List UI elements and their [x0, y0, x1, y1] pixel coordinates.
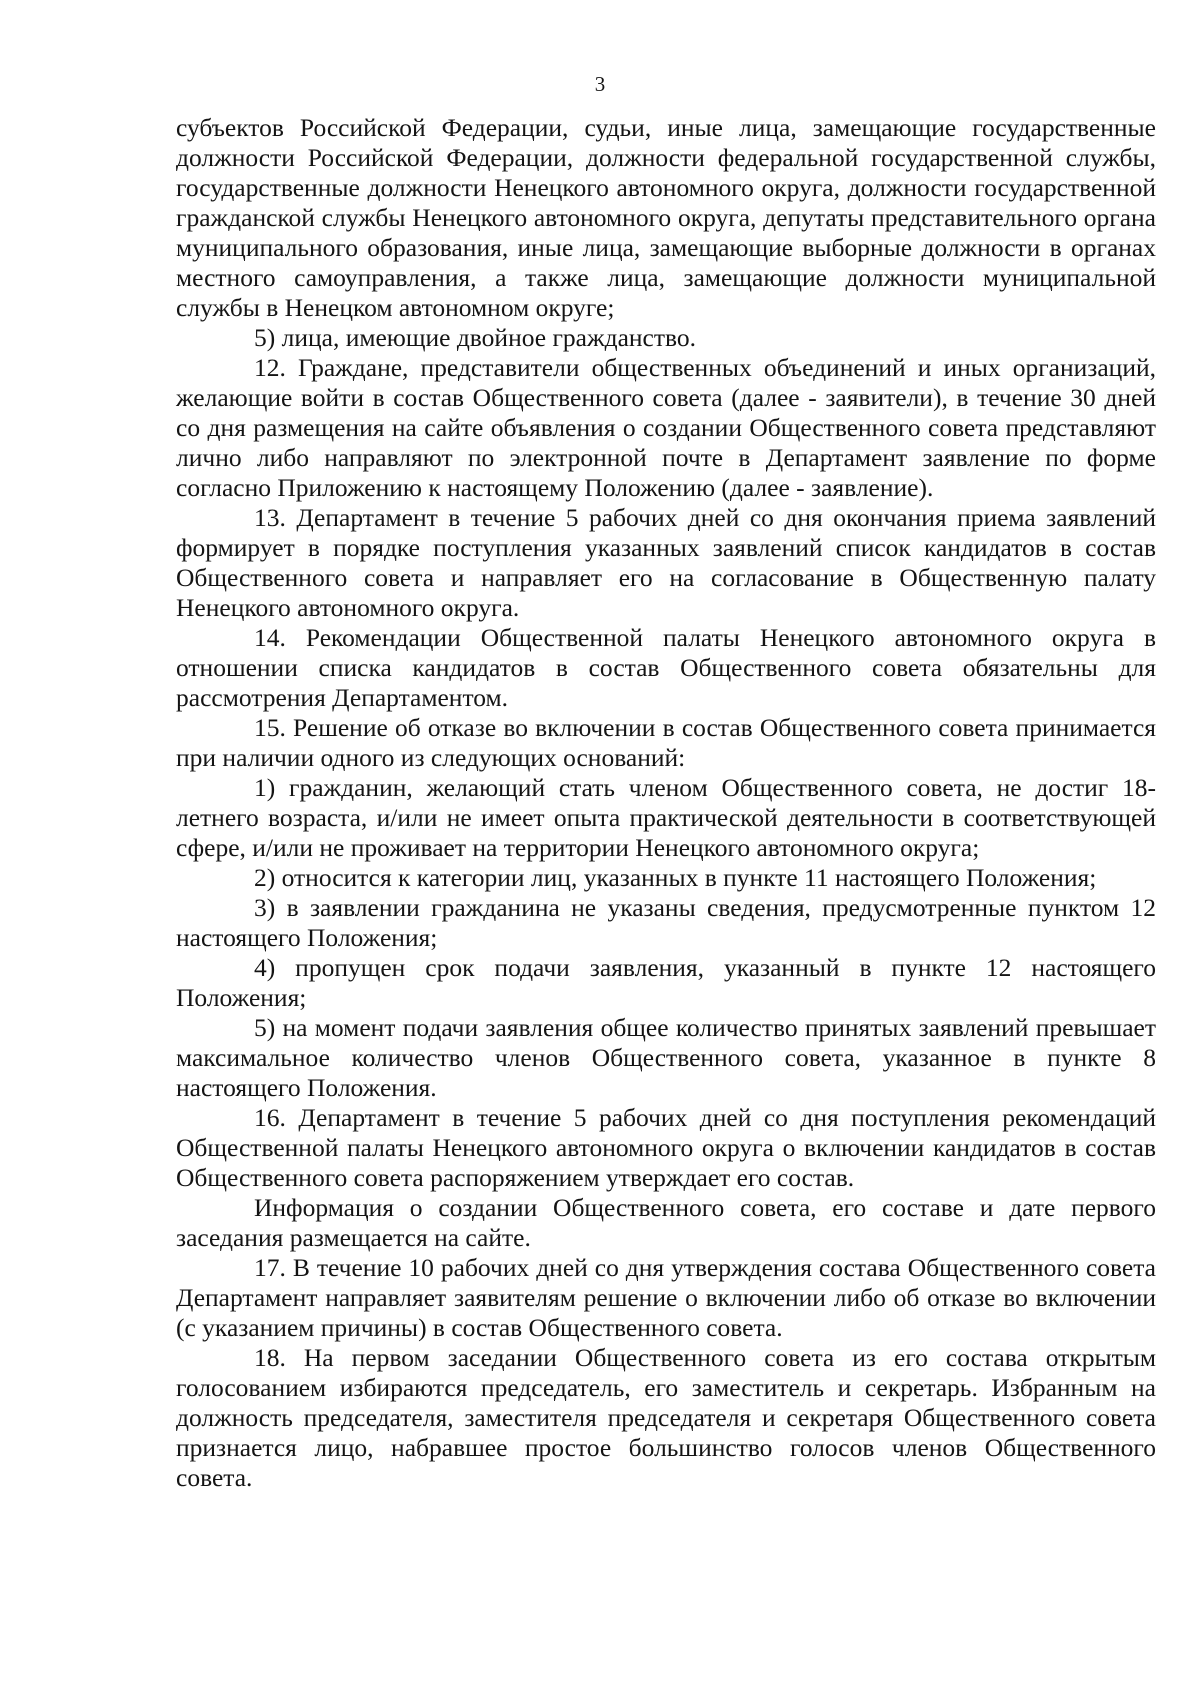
paragraph: Информация о создании Общественного совета, его составе и дате первого заседания размещается на сайте.: [176, 1193, 1156, 1252]
paragraph: субъектов Российской Федерации, судьи, иные лица, замещающие государственные должности Российской Федерации, должности федеральной государственной службы, государственные должности Ненецкого автономного округа, должности государственной гражданской службы Ненецкого автономного округа, депутаты представительного органа муниципального образования, иные лица, замещающие выборные должности в органах местного самоуправления, а также лица, замещающие должности муниципальной службы в Ненецком автономном округе;: [176, 113, 1156, 322]
paragraph: 12. Граждане, представители общественных объединений и иных организаций, желающие войти в состав Общественного совета (далее - заявители), в течение 30 дней со дня размещения на сайте объявления о создании Общественного совета представляют лично либо направляют по электронной почте в Департамент заявление по форме согласно Приложению к настоящему Положению (далее - заявление).: [176, 353, 1156, 502]
paragraph: 16. Департамент в течение 5 рабочих дней со дня поступления рекомендаций Общественной палаты Ненецкого автономного округа о включении кандидатов в состав Общественного совета распоряжением утверждает его состав.: [176, 1103, 1156, 1192]
document-body: [176, 113, 1156, 1493]
paragraph: 3) в заявлении гражданина не указаны сведения, предусмотренные пунктом 12 настоящего Положения;: [176, 893, 1156, 952]
paragraph: 13. Департамент в течение 5 рабочих дней со дня окончания приема заявлений формирует в порядке поступления указанных заявлений список кандидатов в состав Общественного совета и направляет его на согласование в Общественную палату Ненецкого автономного округа.: [176, 503, 1156, 622]
paragraph: 18. На первом заседании Общественного совета из его состава открытым голосованием избираются председатель, его заместитель и секретарь. Избранным на должность председателя, заместителя председателя и секретаря Общественного совета признается лицо, набравшее простое большинство голосов членов Общественного совета.: [176, 1343, 1156, 1492]
paragraph: 5) на момент подачи заявления общее количество принятых заявлений превышает максимальное количество членов Общественного совета, указанное в пункте 8 настоящего Положения.: [176, 1013, 1156, 1102]
page-number: 3: [594, 72, 606, 96]
paragraph: 5) лица, имеющие двойное гражданство.: [254, 323, 697, 352]
paragraph: 14. Рекомендации Общественной палаты Ненецкого автономного округа в отношении списка кандидатов в состав Общественного совета обязательны для рассмотрения Департаментом.: [176, 623, 1156, 712]
paragraph: 1) гражданин, желающий стать членом Общественного совета, не достиг 18-летнего возраста, и/или не имеет опыта практической деятельности в соответствующей сфере, и/или не проживает на территории Ненецкого автономного округа;: [176, 773, 1156, 862]
paragraph: 15. Решение об отказе во включении в состав Общественного совета принимается при наличии одного из следующих оснований:: [176, 713, 1156, 772]
paragraph: 4) пропущен срок подачи заявления, указанный в пункте 12 настоящего Положения;: [176, 953, 1156, 1012]
paragraph: 17. В течение 10 рабочих дней со дня утверждения состава Общественного совета Департамент направляет заявителям решение о включении либо об отказе во включении (с указанием причины) в состав Общественного совета.: [176, 1253, 1156, 1342]
paragraph: 2) относится к категории лиц, указанных в пункте 11 настоящего Положения;: [254, 863, 1097, 892]
